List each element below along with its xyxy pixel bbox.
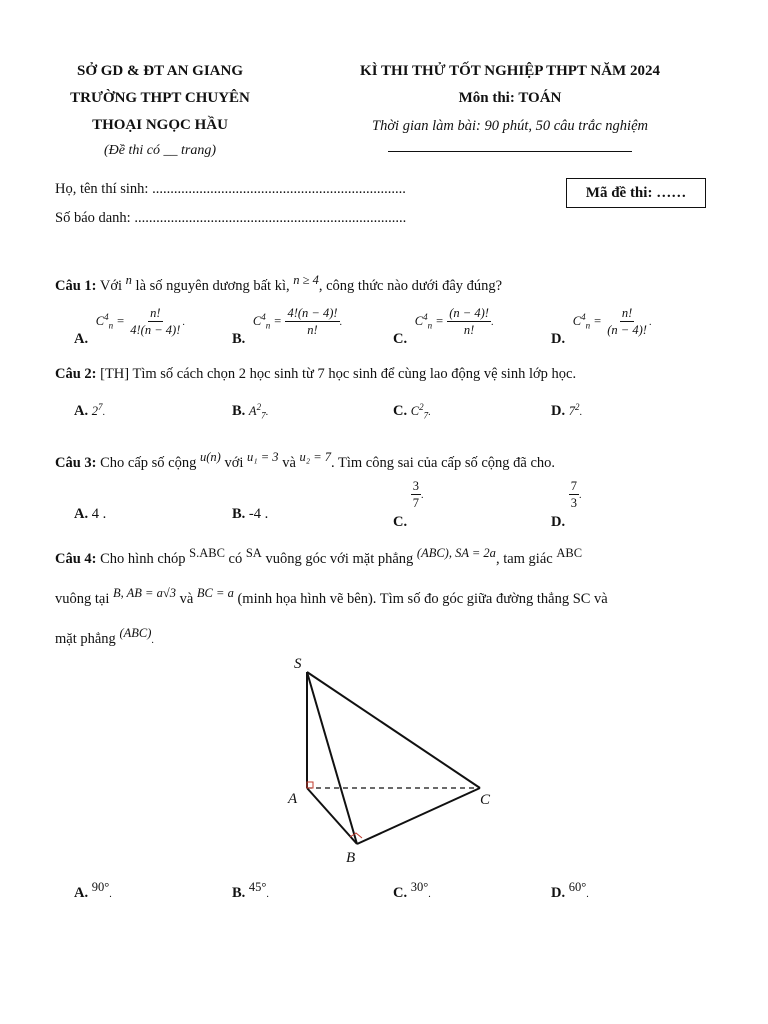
fraction-denominator: n!: [463, 323, 475, 337]
question-text: , công thức nào dưới đây đúng?: [318, 277, 503, 294]
math-symbol: C: [572, 313, 582, 328]
superscript: 7: [97, 402, 103, 412]
question-4-line-1: [55, 546, 715, 568]
question-4-line-2: [55, 586, 715, 608]
department-name: SỞ GD & ĐT AN GIANG: [77, 63, 243, 79]
math-edge: SA: [245, 546, 262, 560]
option-value: 60: [568, 880, 582, 894]
exam-header: [330, 58, 690, 140]
student-name-field: Họ, tên thí sinh: ......................................................................: [55, 181, 406, 197]
q2-option-a[interactable]: A. $2^7$.: [74, 402, 105, 420]
pyramid-diagram: [280, 648, 510, 870]
math-symbol: C: [252, 313, 262, 328]
fraction-numerator: 3: [412, 479, 419, 493]
option-letter: D.: [551, 403, 566, 420]
question-label: Câu 3:: [55, 454, 97, 471]
option-letter: A.: [74, 884, 89, 901]
q2-option-b[interactable]: B. $A^2_7$.: [232, 402, 269, 421]
question-text: và: [282, 454, 296, 471]
option-value: -4 .: [248, 506, 269, 522]
option-letter: C.: [393, 330, 408, 347]
math-symbol: C: [414, 313, 424, 328]
superscript: 2: [419, 402, 424, 412]
question-text: vuông góc với mặt phẳng: [265, 550, 414, 567]
degree-unit: °: [261, 880, 267, 894]
math-condition: n ≥ 4: [293, 273, 319, 287]
math-condition: (ABC), SA = 2a: [416, 546, 496, 560]
question-text: Cho hình chóp: [100, 550, 186, 567]
question-text: [TH] Tìm số cách chọn 2 học sinh từ 7 học sinh để cùng lao động vệ sinh lớp học.: [100, 366, 577, 382]
q1-option-d[interactable]: D. $C^4_n$ = $\frac{n!}{(n - 4)!}$ .: [551, 306, 652, 347]
q3-option-a[interactable]: [74, 506, 106, 523]
superscript: 2: [256, 402, 262, 412]
question-1: [55, 273, 502, 295]
q4-option-b[interactable]: B. $^{45^\circ}$.: [232, 880, 269, 901]
option-letter: A.: [74, 330, 89, 347]
school-header: [40, 58, 280, 163]
math-sequence: u(n): [200, 450, 221, 464]
question-text: là số nguyên dương bất kì,: [135, 277, 290, 294]
exam-time: Thời gian làm bài: 90 phút, 50 câu trắc nghiệm: [372, 118, 648, 134]
question-label: Câu 4:: [55, 550, 97, 567]
question-text: có: [228, 550, 243, 567]
q4-option-d[interactable]: D. $^{60^\circ}$.: [551, 880, 589, 901]
q3-option-b[interactable]: [232, 506, 268, 523]
q2-option-d[interactable]: D. $7^2$.: [551, 402, 582, 420]
exam-subject: Môn thi: TOÁN: [458, 90, 562, 106]
math-symbol: C: [95, 313, 105, 328]
option-value: 30: [410, 880, 424, 894]
superscript: 2: [574, 402, 580, 412]
degree-unit: °: [581, 880, 587, 894]
student-id-field: Số báo danh: ...........................................................................: [55, 210, 407, 226]
q3-option-c[interactable]: C. $\frac{3}{7}$ .: [393, 479, 424, 530]
subscript: 7: [261, 410, 266, 421]
subscript: 7: [423, 410, 429, 421]
vertex-label-s: S: [294, 656, 302, 672]
question-label: Câu 1:: [55, 277, 97, 294]
edge-sb: [307, 672, 357, 844]
option-letter: A.: [74, 403, 89, 420]
degree-unit: °: [104, 880, 110, 894]
option-letter: C.: [393, 513, 408, 530]
option-value: 90: [91, 880, 105, 894]
option-letter: B.: [232, 403, 246, 420]
option-letter: D.: [551, 330, 566, 347]
option-value: A: [248, 404, 257, 419]
option-value: C: [410, 404, 420, 419]
option-letter: B.: [232, 884, 246, 901]
q1-option-c[interactable]: C. $C^4_n$ = $\frac{(n - 4)!}{n!}$ .: [393, 306, 494, 347]
fraction-denominator: 3: [570, 496, 577, 510]
option-letter: A.: [74, 506, 89, 522]
option-value: 4 .: [91, 506, 107, 522]
edge-bc: [357, 788, 480, 844]
q4-option-c[interactable]: C. $^{30^\circ}$.: [393, 880, 431, 901]
question-text: Với: [99, 277, 123, 294]
exam-code-box: Mã đề thi: ……: [566, 178, 706, 208]
question-text: với: [224, 454, 244, 471]
q1-option-b[interactable]: B. $C^4_n$ = $\frac{4!(n - 4)!}{n!}$ .: [232, 306, 343, 347]
question-2: [55, 366, 576, 383]
question-text: mặt phẳng: [55, 630, 116, 647]
header-divider: [388, 151, 632, 152]
vertex-label-b: B: [346, 850, 356, 866]
fraction-numerator: 7: [570, 479, 577, 493]
option-value: 45: [248, 880, 262, 894]
option-value: 2: [91, 404, 98, 419]
question-text: và: [179, 590, 194, 607]
option-letter: B.: [232, 506, 246, 522]
vertex-label-c: C: [480, 792, 491, 808]
fraction-numerator: 4!(n − 4)!: [287, 306, 338, 320]
fraction-denominator: 4!(n − 4)!: [130, 323, 181, 337]
fraction-denominator: (n − 4)!: [607, 323, 647, 337]
q4-option-a[interactable]: A. $^{90^\circ}$.: [74, 880, 112, 901]
question-text: Cho cấp số cộng: [100, 454, 197, 471]
math-term: u₂ = 7: [299, 450, 332, 464]
exam-title: KÌ THI THỬ TỐT NGHIỆP THPT NĂM 2024: [360, 63, 660, 79]
math-term: u₁ = 3: [247, 450, 279, 464]
question-text: vuông tại: [55, 590, 110, 607]
option-letter: C.: [393, 884, 408, 901]
math-triangle: ABC: [556, 546, 583, 560]
question-text: . Tìm công sai của cấp số cộng đã cho.: [331, 454, 556, 471]
math-var: n: [125, 273, 132, 287]
math-pyramid: S.ABC: [189, 546, 225, 560]
fraction-denominator: 7: [412, 496, 419, 510]
fraction-numerator: n!: [150, 306, 161, 320]
q2-option-c[interactable]: C. $C^2_7$.: [393, 402, 431, 421]
option-letter: C.: [393, 403, 408, 420]
option-letter: D.: [551, 884, 566, 901]
question-3: [55, 450, 555, 472]
school-name-line2: THOẠI NGỌC HẦU: [92, 117, 228, 133]
option-letter: D.: [551, 513, 566, 530]
question-label: Câu 2:: [55, 366, 97, 382]
question-text: , tam giác: [495, 550, 553, 567]
question-4-line-3: mặt phẳng $^{(ABC)}$.: [55, 626, 154, 647]
math-condition: B, AB = a√3: [113, 586, 176, 600]
math-plane: (ABC): [119, 626, 152, 640]
page-count-note: (Đề thi có __ trang): [104, 143, 216, 158]
q1-option-a[interactable]: A. $C^4_n$ = $\frac{n!}{4!(n - 4)!}$ .: [74, 306, 185, 347]
math-condition: BC = a: [196, 586, 234, 600]
option-letter: B.: [232, 330, 246, 347]
fraction-numerator: (n − 4)!: [449, 306, 489, 320]
option-value: 7: [568, 404, 575, 419]
degree-unit: °: [423, 880, 429, 894]
question-text: (minh họa hình vẽ bên). Tìm số đo góc giữa đường thẳng SC và: [237, 590, 608, 607]
school-name-line1: TRƯỜNG THPT CHUYÊN: [70, 90, 250, 106]
vertex-label-a: A: [288, 791, 298, 807]
fraction-denominator: n!: [307, 323, 318, 337]
edge-sc: [307, 672, 480, 788]
fraction-numerator: n!: [621, 306, 633, 320]
q3-option-d[interactable]: D. $\frac{7}{3}$ .: [551, 479, 582, 530]
